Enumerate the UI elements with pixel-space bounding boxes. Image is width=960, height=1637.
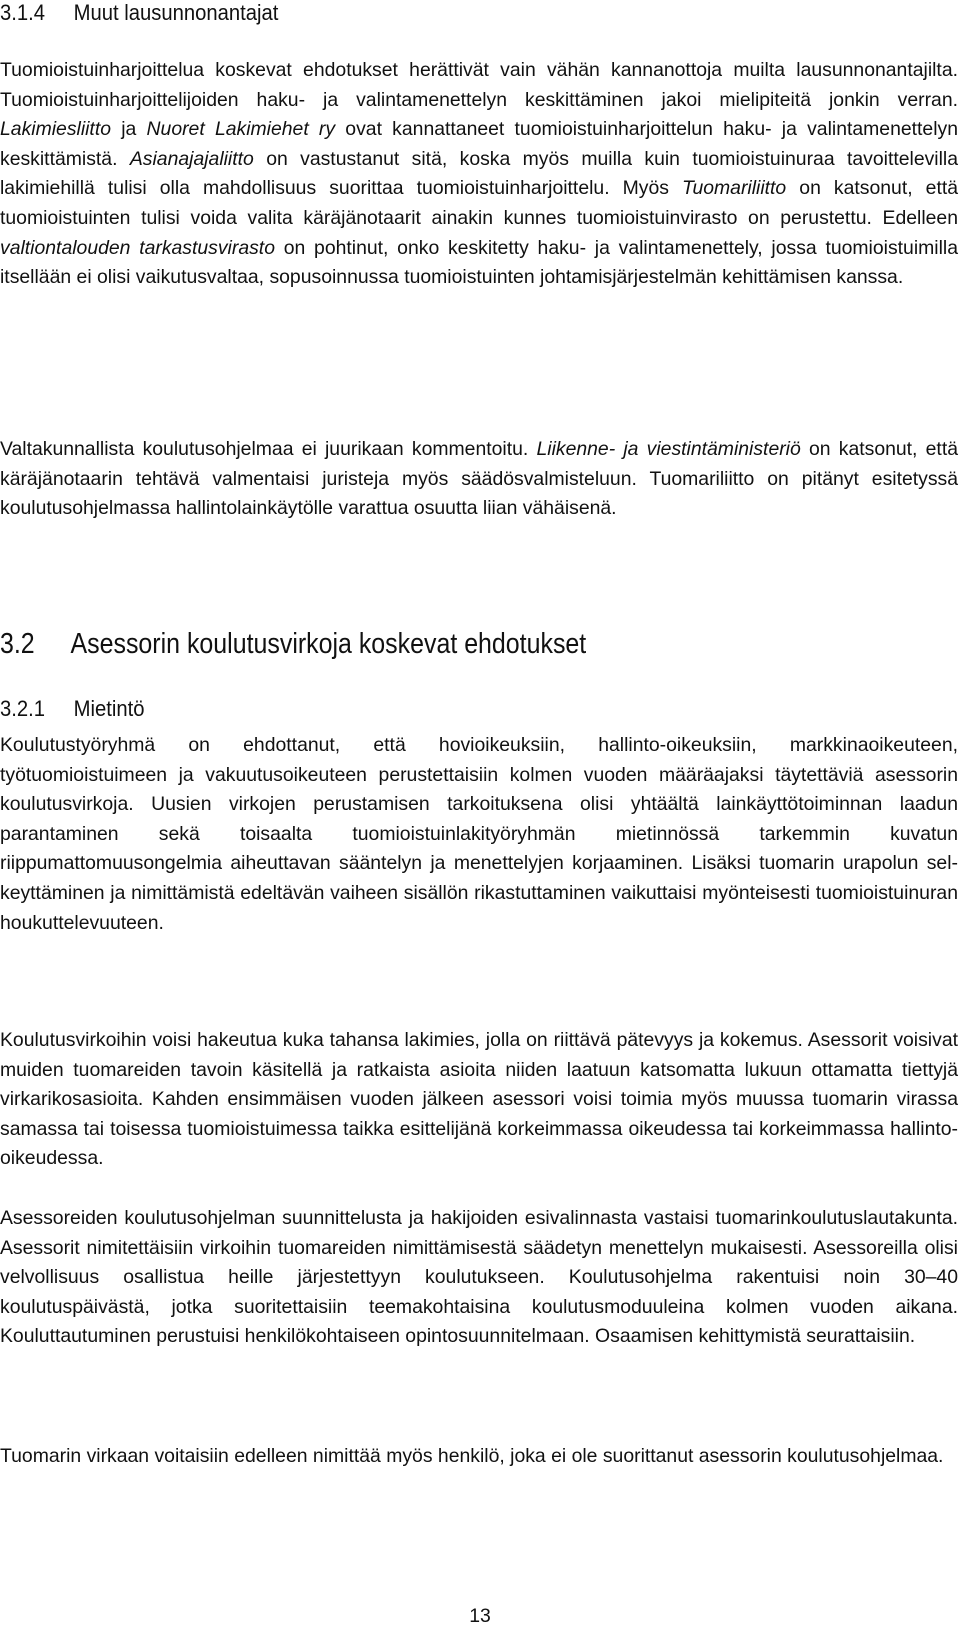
text-run: on katsonut, että käräjänotaarin tehtävä valmentaisi juristeja myös säädösvalmisteluun. Tuomariliitto on pitänyt esitetyssä koulutusohjelmassa hallintolainkäytölle varattua osuutta liian vähäisenä. <box>0 438 958 520</box>
section-heading-3-2 <box>0 627 586 661</box>
text-run: Asessoreiden koulutusohjelman suunnittelusta ja hakijoiden esivalinnasta vastaisi tuomarinkoulutuslautakunta. Asessorit nimitettäisiin virkoihin tuomareiden nimittämisestä säädetyn menettelyn mukaisesti. Asessoreilla olisi velvollisuus osallistua heille järjestettyyn koulutukseen. Koulutusohjelma rakentuisi noin 30–40 koulutuspäivästä, jotka suoritettaisiin teemakohtaisina koulutusmoduuleina kolmen vuoden aikana. Kouluttautuminen perustuisi henkilökohtaiseen opintosuunnitelmaan. Osaamisen kehittymistä seurattaisiin. <box>0 1207 958 1348</box>
italic-text: valtiontalouden tarkastusvirasto <box>0 236 275 259</box>
paragraph <box>0 435 958 524</box>
paragraph <box>0 731 958 938</box>
text-run: Koulutusvirkoihin voisi hakeutua kuka tahansa lakimies, jolla on riittävä pätevyys ja kokemus. Asessorit voisivat muiden tuomareiden tavoin käsitellä ja ratkaista asioita niiden laatuun katsomatta lukuun ottamatta tiettyjä virkarikosasioita. Kahden ensimmäisen vuoden jälkeen asessori voisi toimia myös muussa tuomarin virassa samassa tai toisessa tuomioistuimessa taikka esittelijänä korkeimmassa oikeudessa tai korkeimmassa hallinto-oikeudessa. <box>0 1029 958 1170</box>
section-number: 3.1.4 <box>0 0 46 25</box>
paragraph <box>0 1442 958 1472</box>
section-heading-3-2-1 <box>0 696 144 722</box>
section-title: Asessorin koulutusvirkoja koskevat ehdotukset <box>70 628 587 660</box>
paragraph <box>0 56 958 293</box>
italic-text: Lakimiesliitto <box>0 118 111 141</box>
text-run: Valtakunnallista koulutusohjelmaa ei juurikaan kommentoitu. <box>0 438 537 460</box>
text-run: Tuomioistuinharjoittelua koskevat ehdotukset herättivät vain vähän kannanottoja muilta lausunnonantajilta. Tuomioistuinharjoittelijoiden haku- ja valintamenettelyn keskittäminen jakoi mielipiteitä jonkin verran. <box>0 59 958 111</box>
text-run: ja <box>111 118 147 141</box>
paragraph <box>0 1026 958 1174</box>
section-heading-3-1-4 <box>0 0 278 26</box>
italic-text: Asianajajaliitto <box>129 147 254 170</box>
text-run: Koulutustyöryhmä on ehdottanut, että hovioikeuksiin, hallinto-oikeuksiin, markkinaoikeuteen, työtuomioistuimeen ja vakuutusoikeuteen perustettaisiin kolmen vuoden määräajaksi täytettäviä asessorin koulutusvirkoja. Uusien virkojen perustamisen tarkoituksena olisi yhtäältä lainkäyttötoiminnan laadun parantaminen sekä toisaalta tuomioistuinlakityöryhmän mietinnössä tarkemmin kuvatun riippumattomuusongelmia aiheuttavan sääntelyn ja menettelyjen korjaaminen. Lisäksi tuomarin urapolun selkeyttäminen ja nimittämistä edeltävän vaiheen sisällön rikastuttaminen vaikuttaisi myönteisesti tuomioistuinuran houkuttelevuuteen. <box>0 734 958 934</box>
text-run: Tuomarin virkaan voitaisiin edelleen nimittää myös henkilö, joka ei ole suorittanut asessorin koulutusohjelmaa. <box>0 1445 944 1467</box>
paragraph <box>0 1204 958 1352</box>
section-number: 3.2.1 <box>0 696 46 721</box>
italic-text: Nuoret Lakimiehet ry <box>146 118 336 141</box>
section-title: Mietintö <box>73 696 145 721</box>
text-run: on pohtinut, onko keskitetty haku- ja valintamenettely, jossa tuomioistuimilla itsellään ei olisi vaikutusvaltaa, sopusoinnussa tuomioistuinten johtamisjärjestelmän kehittämisen kanssa. <box>0 236 958 289</box>
italic-text: Liikenne- ja viestintäministeriö <box>536 438 801 460</box>
section-number: 3.2 <box>0 628 35 660</box>
text-run: on vastustanut sitä, koska myös muilla kuin tuomioistuinuraa tavoittelevilla lakimiehillä tulisi olla mahdollisuus suorittaa tuomioistuinharjoittelu. Myös <box>0 147 959 200</box>
section-title: Muut lausunnonantajat <box>73 0 279 25</box>
text-run: on katsonut, että tuomioistuinten tulisi voida valita käräjänotaarit ainakin kunnes tuomioistuinvirasto on perustettu. Edelleen <box>0 177 959 229</box>
page-number: 13 <box>469 1605 491 1627</box>
text-run: ovat kannattaneet tuomioistuinharjoittelun haku- ja valintamenettelyn keskittämistä. <box>0 118 958 170</box>
italic-text: Tuomariliitto <box>682 177 787 200</box>
